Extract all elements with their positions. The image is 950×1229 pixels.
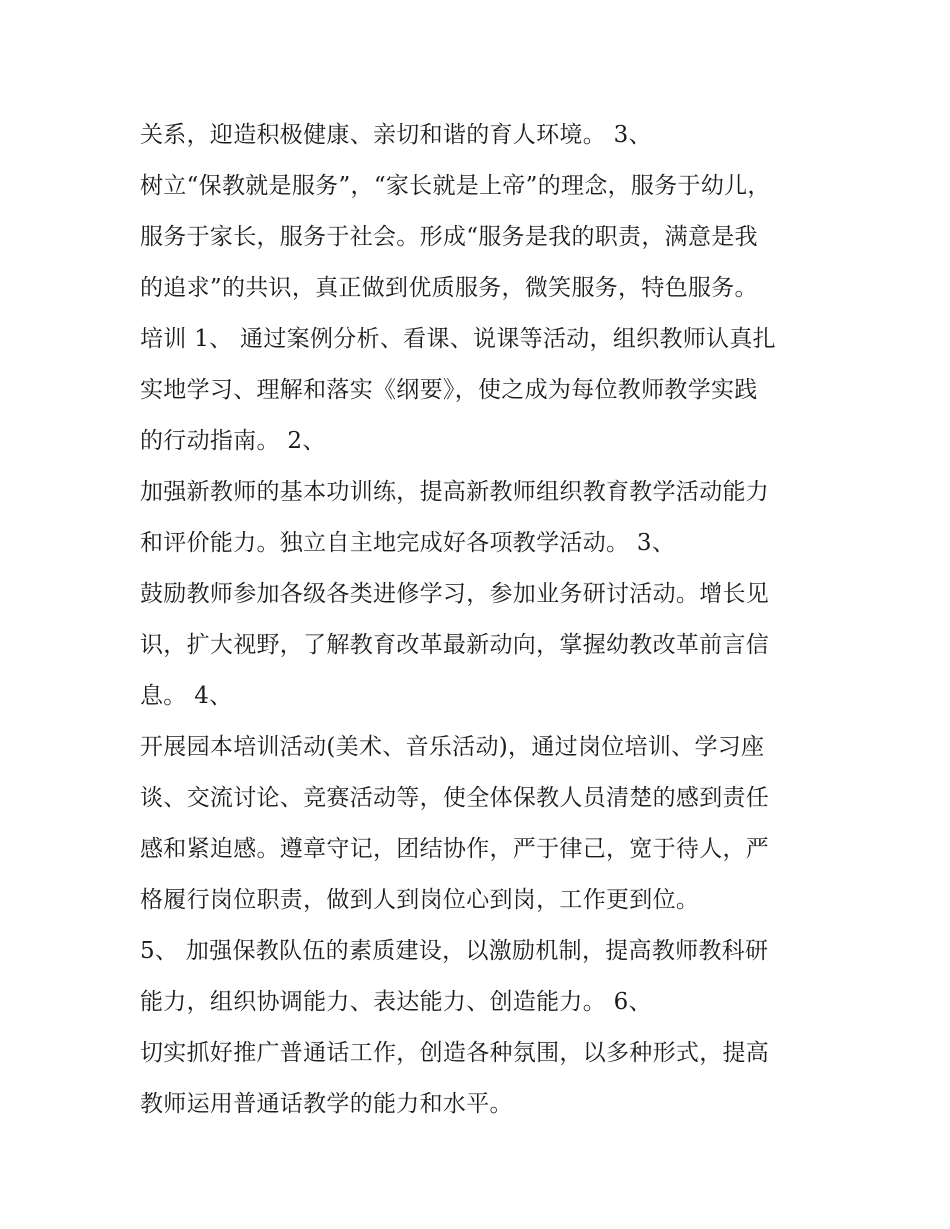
text-line: 实地学习、理解和落实《纲要》，使之成为每位教师教学实践	[140, 377, 758, 403]
text-line: 服务于家长，服务于社会。形成“服务是我的职责，满意是我	[140, 224, 758, 250]
text-line: 教师运用普通话教学的能力和水平。	[140, 1091, 513, 1117]
text-line: 谈、交流讨论、竞赛活动等，使全体保教人员清楚的感到责任	[140, 785, 770, 811]
text-line: 和评价能力。独立自主地完成好各项教学活动。 3、	[140, 530, 676, 556]
text-line: 5、 加强保教队伍的素质建设，以激励机制，提高教师教科研	[140, 938, 769, 964]
text-line: 格履行岗位职责，做到人到岗位心到岗，工作更到位。	[140, 887, 700, 913]
text-line: 关系，迎造积极健康、亲切和谐的育人环境。 3、	[140, 122, 652, 148]
text-line: 开展园本培训活动(美术、音乐活动)，通过岗位培训、学习座	[140, 734, 765, 760]
text-line: 感和紧迫感。遵章守记，团结协作，严于律己，宽于待人，严	[140, 836, 770, 862]
text-line: 切实抓好推广普通话工作，创造各种氛围，以多种形式，提高	[140, 1040, 770, 1066]
text-line: 加强新教师的基本功训练，提高新教师组织教育教学活动能力	[140, 479, 770, 505]
text-line: 鼓励教师参加各级各类进修学习，参加业务研讨活动。增长见	[140, 581, 770, 607]
text-line: 的行动指南。 2、	[140, 428, 326, 454]
text-line: 培训 1、 通过案例分析、看课、说课等活动，组织教师认真扎	[140, 326, 776, 352]
text-line: 能力，组织协调能力、表达能力、创造能力。 6、	[140, 989, 652, 1015]
text-line: 树立“保教就是服务”，“家长就是上帝”的理念，服务于幼儿，	[140, 173, 771, 199]
document-body	[140, 110, 820, 1130]
text-line: 息。 4、	[140, 683, 233, 709]
text-line: 识，扩大视野，了解教育改革最新动向，掌握幼教改革前言信	[140, 632, 770, 658]
text-line: 的追求”的共识，真正做到优质服务，微笑服务，特色服务。	[140, 275, 758, 301]
